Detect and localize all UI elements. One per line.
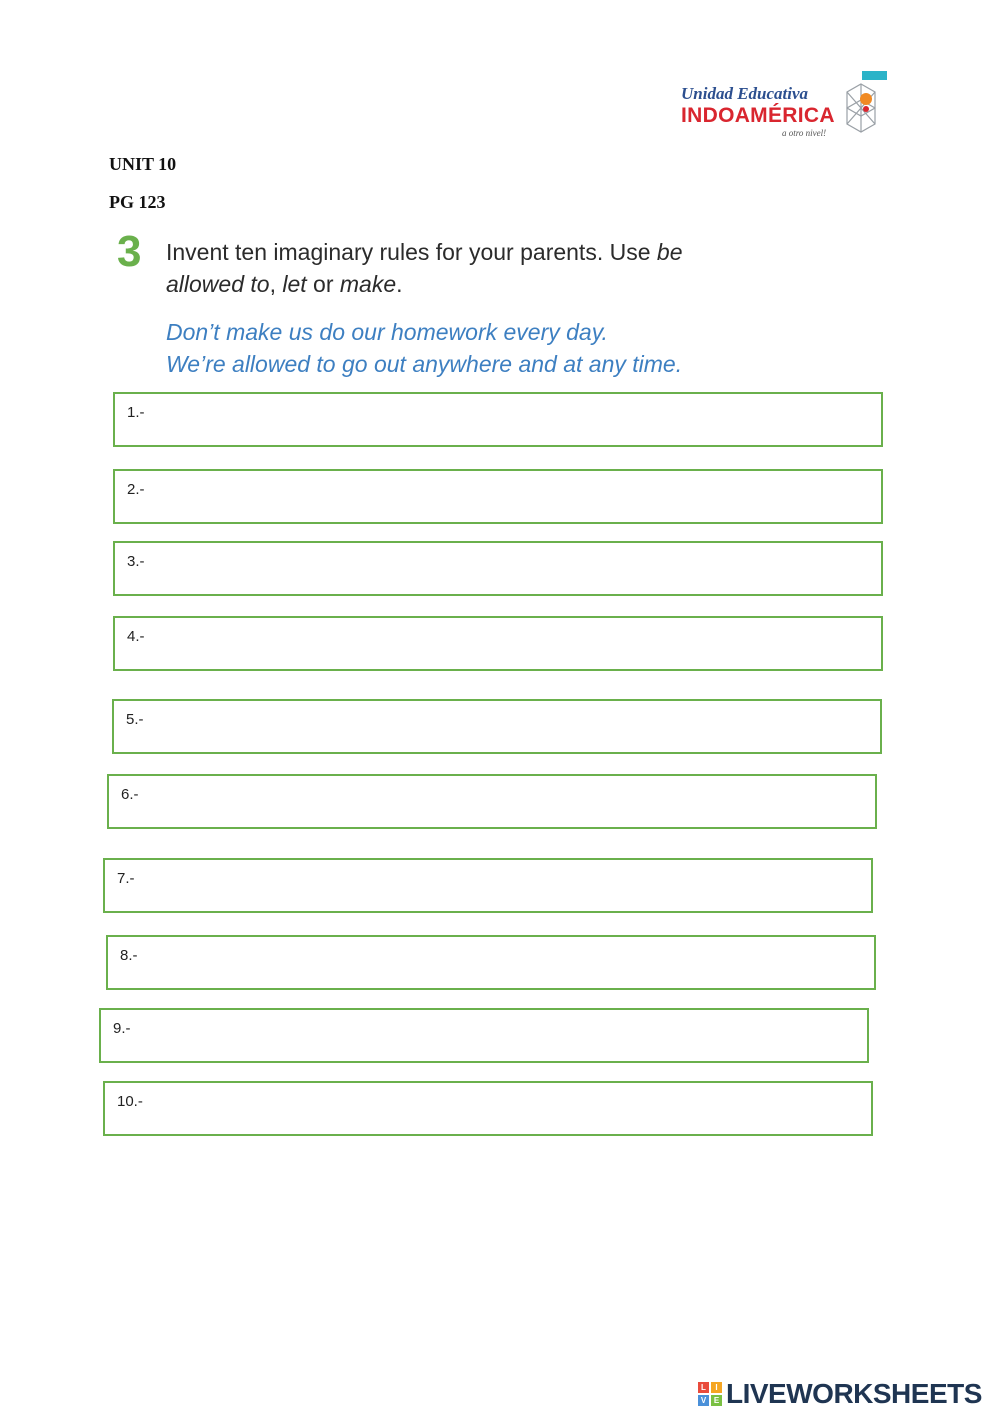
answer-box-10[interactable] — [103, 1081, 873, 1136]
answer-input-7[interactable] — [153, 868, 861, 904]
answer-input-8[interactable] — [156, 945, 864, 981]
answer-box-6[interactable] — [107, 774, 877, 829]
example-sentences — [166, 316, 806, 380]
unit-label: UNIT 10 — [109, 154, 177, 174]
answer-box-9[interactable] — [99, 1008, 869, 1063]
answer-input-6[interactable] — [157, 784, 865, 820]
answer-label: 7.- — [117, 870, 135, 887]
exercise-number: 3 — [117, 227, 142, 276]
page-number: PG 123 — [109, 192, 166, 212]
logo-line-1: Unidad Educativa — [681, 84, 809, 103]
liveworksheets-logo — [698, 1378, 982, 1410]
answer-box-8[interactable] — [106, 935, 876, 990]
exercise-instruction: Invent ten imaginary rules for your parents. Use be allowed to, let or make. — [166, 239, 683, 297]
liveworksheets-wordmark: LIVEWORKSHEETS — [726, 1378, 982, 1409]
answer-input-9[interactable] — [149, 1018, 857, 1054]
logo-tagline: a otro nivel! — [782, 128, 827, 138]
logo-line-2: INDOAMÉRICA — [681, 104, 835, 127]
liveworksheets-badge-icon: L I V E — [698, 1382, 722, 1406]
answer-label: 1.- — [127, 404, 145, 421]
answer-input-2[interactable] — [163, 479, 871, 515]
answer-box-5[interactable] — [112, 699, 882, 754]
school-logo — [678, 68, 893, 143]
answer-input-4[interactable] — [163, 626, 871, 662]
example-sentence-2: We’re allowed to go out anywhere and at any time. — [166, 351, 683, 377]
answer-label: 2.- — [127, 481, 145, 498]
answer-label: 9.- — [113, 1020, 131, 1037]
answer-label: 5.- — [126, 711, 144, 728]
logo-accent-bar — [862, 71, 887, 80]
answer-input-10[interactable] — [153, 1091, 861, 1127]
answer-box-2[interactable] — [113, 469, 883, 524]
answer-label: 8.- — [120, 947, 138, 964]
answer-label: 10.- — [117, 1093, 143, 1110]
answer-input-5[interactable] — [162, 709, 870, 745]
answer-label: 6.- — [121, 786, 139, 803]
example-sentence-1: Don’t make us do our homework every day. — [166, 319, 608, 345]
answer-input-3[interactable] — [163, 551, 871, 587]
logo-emblem-icon — [844, 82, 878, 134]
answer-label: 4.- — [127, 628, 145, 645]
answer-input-1[interactable] — [163, 402, 871, 438]
answer-box-7[interactable] — [103, 858, 873, 913]
answer-box-4[interactable] — [113, 616, 883, 671]
answer-label: 3.- — [127, 553, 145, 570]
answer-box-3[interactable] — [113, 541, 883, 596]
answer-box-1[interactable] — [113, 392, 883, 447]
